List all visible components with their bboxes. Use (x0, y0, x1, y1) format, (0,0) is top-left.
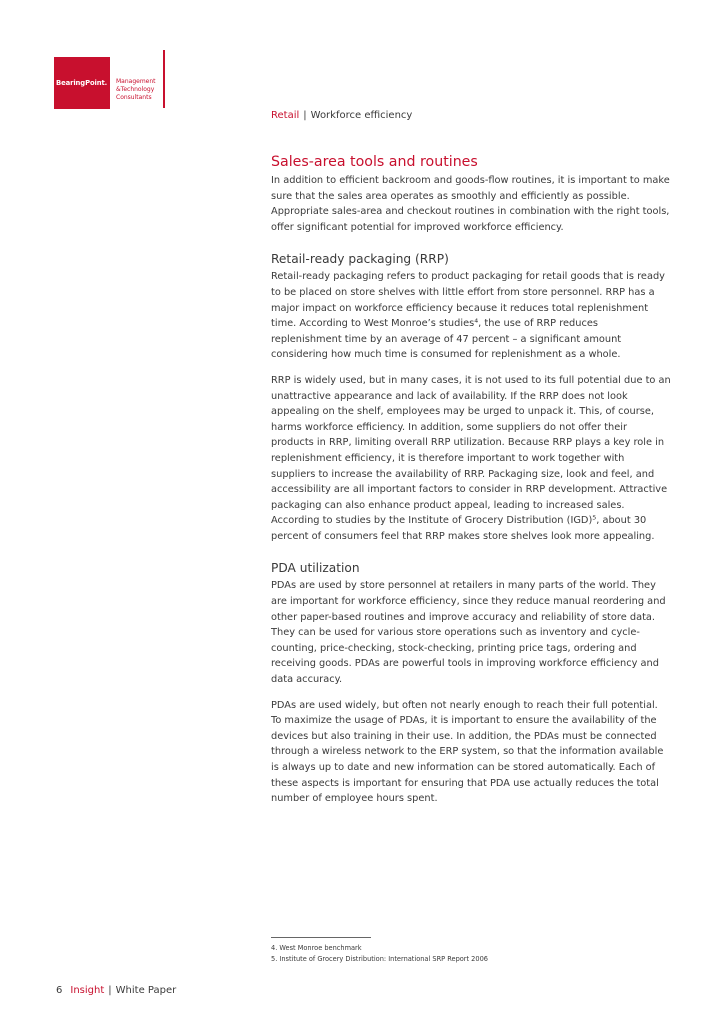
footer-type: White Paper (115, 985, 177, 996)
bearingpoint-logo (54, 57, 110, 109)
footnotes (271, 943, 488, 965)
paragraph: Retail-ready packaging refers to product packaging for retail goods that is ready to be placed on store shelves with little effort from store personnel. RRP has a major impact on workforce efficiency because it reduces total replenishment time. According to West Monroe’s studies⁴, the use of RRP reduces replenishment time by an average of 47 percent – a significant amount considering how much time is consumed for replenishment as a whole. (271, 271, 665, 361)
footer-separator: | (108, 985, 112, 996)
logo-tagline (116, 78, 156, 102)
section-heading: Sales-area tools and routines (271, 154, 478, 170)
paragraph: PDAs are used by store personnel at retailers in many parts of the world. They are important for workforce efficiency, since they reduce manual reordering and other paper-based routines and improve accuracy and reliability of store data. They can be used for various store operations such as inventory and cycle-counting, price-checking, stock-checking, printing price tags, ordering and receiving goods. PDAs are powerful tools in improving workforce efficiency and data accuracy. (271, 580, 666, 686)
paragraph: RRP is widely used, but in many cases, it is not used to its full potential due to an unattractive appearance and lack of availability. If the RRP does not look appealing on the shelf, employees may be urged to unpack it. This, of course, harms workforce efficiency. In addition, some suppliers do not offer their products in RRP, limiting overall RRP utilization. Because RRP plays a key role in replenishment efficiency, it is therefore important to work together with suppliers to increase the availability of RRP. Packaging size, look and feel, and accessibility are all important factors to consider in RRP development. Attractive packaging can also enhance product appeal, leading to increased sales. According to studies by the Institute of Grocery Distribution (IGD)⁵, about 30 percent of consumers feel that RRP makes store shelves look more appealing. (271, 374, 671, 542)
logo-tagline-line: Management (116, 78, 156, 85)
paragraph: In addition to efficient backroom and goods-flow routines, it is important to make sure that the sales area operates as smoothly and efficiently as possible. Appropriate sales-area and checkout routines in combination with the right tools, offer significant potential for improved workforce efficiency. (271, 175, 670, 233)
logo-divider (163, 50, 165, 108)
footnote: 4. West Monroe benchmark (271, 944, 362, 952)
section-heading: PDA utilization (271, 561, 360, 576)
logo-brand-text: BearingPoint. (56, 79, 108, 87)
running-header (271, 110, 412, 121)
logo-tagline-line: Consultants (116, 94, 152, 101)
article-body (271, 153, 671, 817)
footnote: 5. Institute of Grocery Distribution: International SRP Report 2006 (271, 955, 488, 963)
header-section: Retail (271, 110, 300, 121)
page-number: 6 (56, 985, 63, 996)
header-separator: | (303, 110, 307, 121)
footnote-rule (271, 937, 371, 938)
header-topic: Workforce efficiency (310, 110, 413, 121)
logo-tagline-line: &Technology (116, 86, 155, 93)
section-heading: Retail-ready packaging (RRP) (271, 252, 449, 267)
page-footer (56, 985, 176, 996)
paragraph: PDAs are used widely, but often not nearly enough to reach their full potential. To maximize the usage of PDAs, it is important to ensure the availability of the devices but also training in their use. In addition, the PDAs must be connected through a wireless network to the ERP system, so that the information available is always up to date and new information can be stored automatically. Each of these aspects is important for ensuring that PDA use actually reduces the total number of employee hours spent. (271, 699, 664, 805)
footer-publication: Insight (70, 985, 105, 996)
